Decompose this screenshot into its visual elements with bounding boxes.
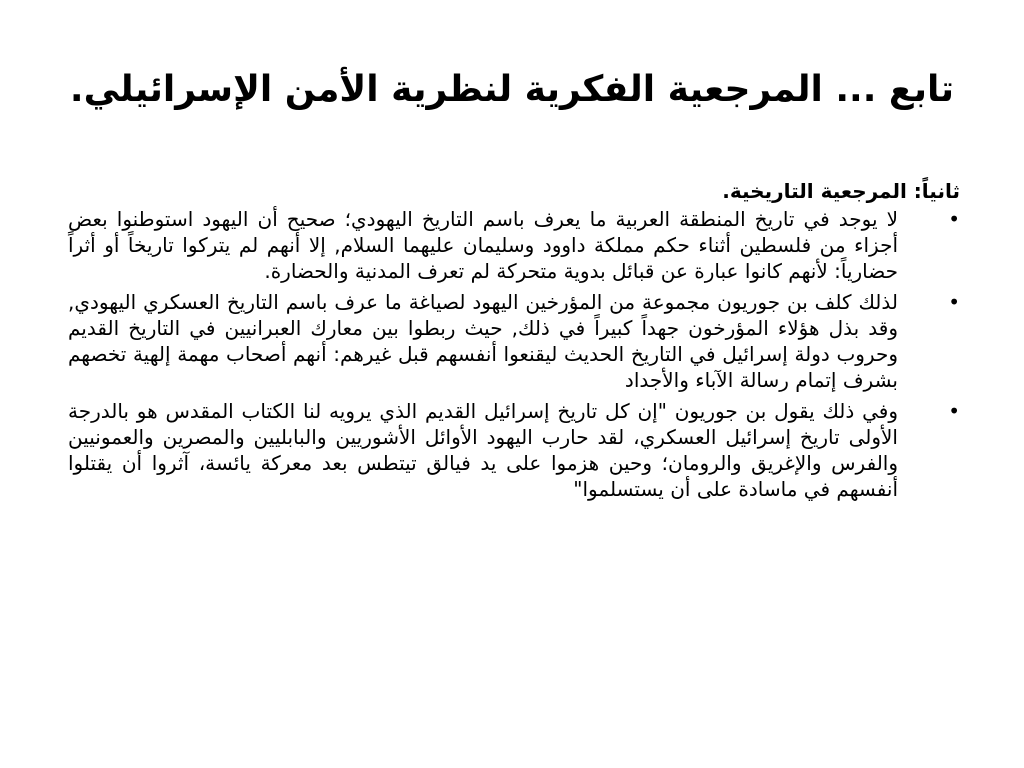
bullet-icon: • <box>948 399 960 423</box>
bullet-list <box>68 206 960 502</box>
slide-title: تابع ... المرجعية الفكرية لنظرية الأمن الإسرائيلي. <box>69 69 955 110</box>
bullet-item <box>68 206 960 284</box>
bullet-text: وفي ذلك يقول بن جوريون "إن كل تاريخ إسرائيل القديم الذي يرويه لنا الكتاب المقدس هو بالدرجة الأولى تاريخ إسرائيل العسكري، لقد حارب اليهود الأوائل الأشوريين والبابليين والمصرين والعمونيين والفرس والإغريق والرومان؛ وحين هزموا على يد فيالق تيتطس بعد معركة يائسة، آثروا أن يقتلوا أنفسهم في ماسادة على أن يستسلموا" <box>68 399 898 501</box>
slide-content <box>68 178 960 507</box>
section-subheading: ثانياً: المرجعية التاريخية. <box>722 179 960 203</box>
bullet-icon: • <box>948 207 960 231</box>
bullet-icon: • <box>948 290 960 314</box>
bullet-item <box>68 289 960 393</box>
bullet-item <box>68 398 960 502</box>
bullet-text: لذلك كلف بن جوريون مجموعة من المؤرخين اليهود لصياغة ما عرف باسم التاريخ العسكري اليهودي, وقد بذل هؤلاء المؤرخون جهداً كبيراً في ذلك, حيث ربطوا بين معارك العبرانيين في التاريخ القديم وحروب دولة إسرائيل في التاريخ الحديث ليقنعوا أنفسهم قبل غيرهم: أنهم أصحاب مهمة إلهية تخصهم بشرف إتمام رسالة الآباء والأجداد <box>68 290 898 392</box>
bullet-text: لا يوجد في تاريخ المنطقة العربية ما يعرف باسم التاريخ اليهودي؛ صحيح أن اليهود استوطنوا بعض أجزاء من فلسطين أثناء حكم مملكة داوود وسليمان عليهما السلام, إلا أنهم لم يتركوا تاريخاً أو أثراً حضارياً: لأنهم كانوا عبارة عن قبائل بدوية متحركة لم تعرف المدنية والحضارة. <box>68 207 898 283</box>
